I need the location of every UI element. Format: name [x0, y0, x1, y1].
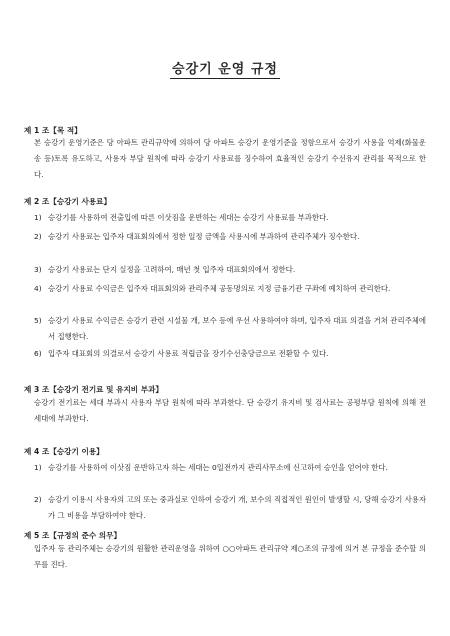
article-4-item — [34, 460, 426, 476]
item-text: 입주자 대표회의 의결로서 승강기 사용료 적립금을 장기수선충당금으로 전환할 수 있다. — [48, 349, 329, 358]
item-number: 4) — [34, 284, 42, 293]
article-1-body: 본 승강기 운영기준은 당 아파트 관리규약에 의하여 당 아파트 승강기 운영기준을 정함으로서 승강기 사용을 억제(화물운송 등)토록 유도하고, 사용자 부담 원칙에 따라 승강기 사용료를 징수하여 효율적인 승강기 수선유지 관리를 목적으로 한다. — [34, 138, 426, 179]
article-2-item — [34, 313, 426, 345]
article-5-body: 입주자 등 관리주체는 승강기의 원활한 관리운영을 위하여 ○○아파트 관리규약 제○조의 규정에 의거 본 규정을 준수할 의무를 진다. — [34, 544, 426, 569]
item-number: 5) — [34, 316, 42, 325]
item-text: 승강기 사용료 수익금은 승강기 관련 시설물 개, 보수 등에 우선 사용하여야 하며, 입주자 대표 의결을 거쳐 관리주체에서 집행한다. — [48, 316, 426, 341]
article-2-item — [34, 262, 426, 278]
article-2-item — [34, 210, 426, 226]
article-2-item — [34, 346, 426, 362]
article-2-item — [34, 229, 426, 245]
item-number: 2) — [34, 495, 42, 504]
article-3-heading: 제 3 조【승강기 전기료 및 유지비 부과】 — [24, 385, 164, 394]
item-number: 3) — [34, 265, 42, 274]
item-text: 승강기 사용료는 단지 실정을 고려하여, 매년 첫 입주자 대표회의에서 정한다. — [48, 265, 296, 274]
item-text: 승강기를 사용하여 이삿짐 운반하고자 하는 세대는 0일전까지 관리사무소에 신고하여 승인을 얻어야 한다. — [48, 463, 388, 472]
article-4-heading: 제 4 조【승강기 이용】 — [24, 447, 104, 456]
article-5-heading: 제 5 조【규정의 준수 의무】 — [24, 531, 122, 540]
article-2-item — [34, 281, 426, 297]
item-text: 승강기 사용료 수익금은 입주자 대표회의와 관리주체 공동명의로 지정 금융기관 구좌에 예치하여 관리한다. — [48, 284, 391, 293]
item-text: 승강기 이용시 사용자의 고의 또는 중과실로 인하여 승강기 개, 보수의 직접적인 원인이 발생할 시, 당해 승강기 사용자가 그 비용을 부담하여야 한다. — [48, 495, 426, 520]
item-text: 승강기를 사용하여 전출입에 따른 이삿짐을 운반하는 세대는 승강기 사용료를 부과한다. — [48, 213, 329, 222]
item-text: 승강기 사용료는 입주자 대표회의에서 정한 일정 금액을 사용시에 부과하여 관리주체가 징수한다. — [48, 232, 360, 241]
item-number: 1) — [34, 463, 42, 472]
item-number: 2) — [34, 232, 42, 241]
item-number: 1) — [34, 213, 42, 222]
article-4-item — [34, 492, 426, 524]
document-title: 승강기 운영 규정 — [172, 62, 278, 77]
article-1-heading: 제 1 조【목 적】 — [24, 126, 82, 135]
item-number: 6) — [34, 349, 42, 358]
article-2-heading: 제 2 조【승강기 사용료】 — [24, 197, 112, 206]
article-3-body: 승강기 전기료는 세대 부과시 사용자 부담 원칙에 따라 부과한다. 단 승강기 유지비 및 검사료는 공평부담 원칙에 의해 전 세대에 부과한다. — [34, 398, 426, 423]
